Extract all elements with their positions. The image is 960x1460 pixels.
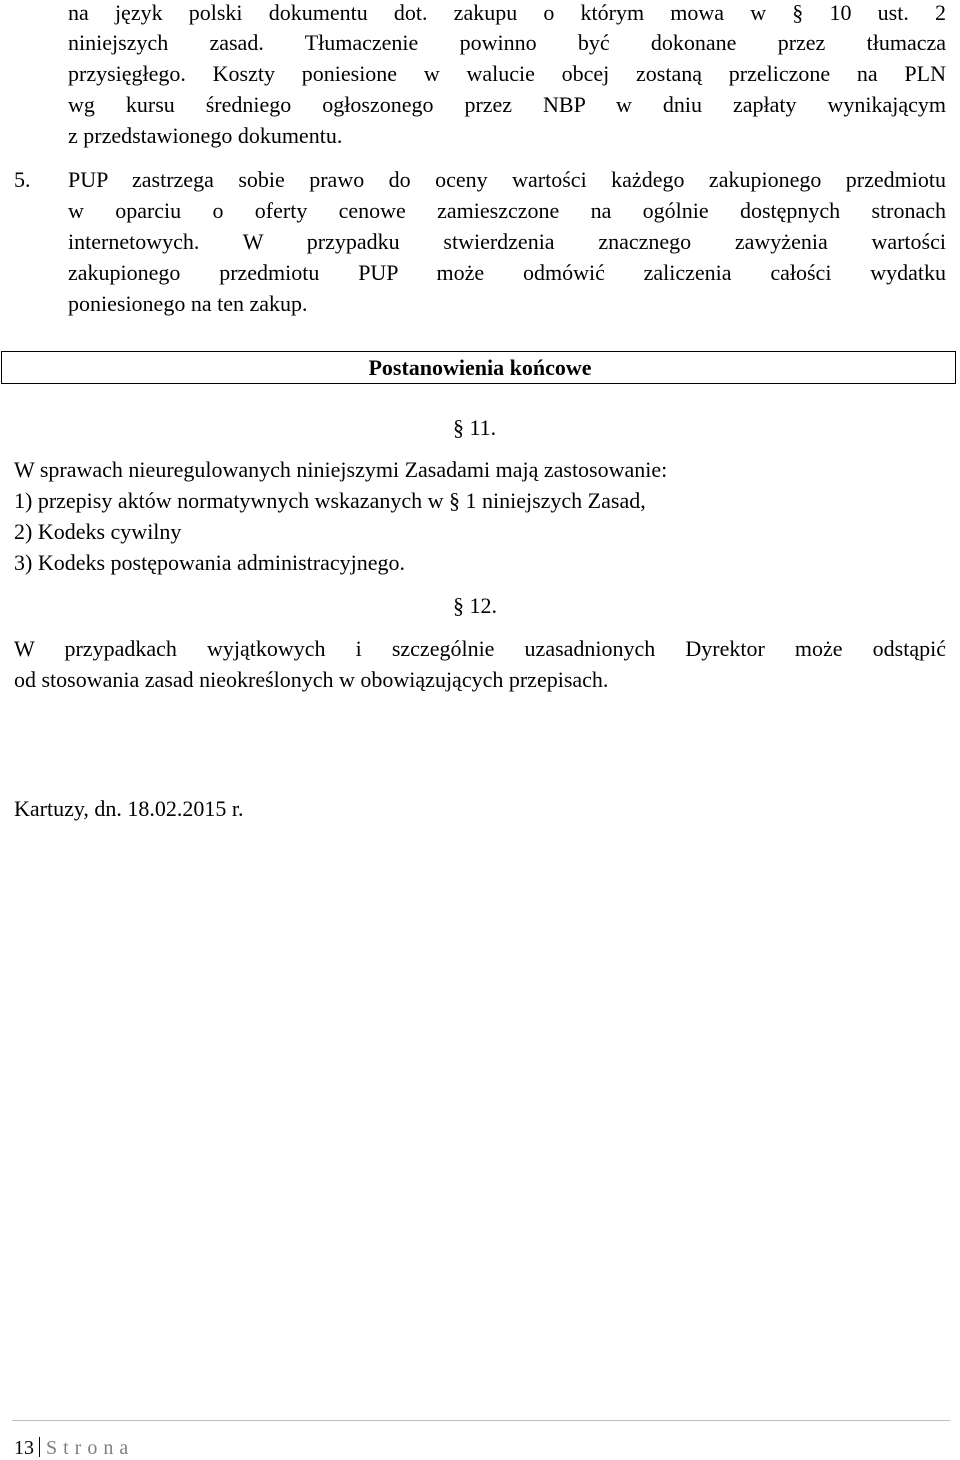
paragraph-label: § 12.: [453, 593, 497, 618]
paragraph-label: § 11.: [453, 415, 497, 440]
paragraph-line: wg kursu średniego ogłoszonego przez NBP w dniu zapłaty wynikającym: [68, 92, 946, 117]
paragraph-line: W przypadkach wyjątkowych i szczególnie uzasadnionych Dyrektor może odstąpić: [14, 636, 946, 661]
paragraph-line: internetowych. W przypadku stwierdzenia znacznego zawyżenia wartości: [68, 229, 946, 254]
paragraph-line: z przedstawionego dokumentu.: [68, 123, 343, 148]
page-footer: [14, 1436, 134, 1460]
paragraph-line: zakupionego przedmiotu PUP może odmówić zaliczenia całości wydatku: [68, 260, 946, 285]
paragraph-intro: W sprawach nieuregulowanych niniejszymi Zasadami mają zastosowanie:: [14, 457, 668, 482]
paragraph-line: poniesionego na ten zakup.: [68, 291, 308, 316]
section-title: Postanowienia końcowe: [368, 355, 592, 380]
footer-separator: [39, 1437, 40, 1457]
list-item: 1) przepisy aktów normatywnych wskazanych w § 1 niniejszych Zasad,: [14, 488, 646, 513]
paragraph-line: w oparciu o oferty cenowe zamieszczone na ogólnie dostępnych stronach: [68, 198, 946, 223]
paragraph-line: na język polski dokumentu dot. zakupu o którym mowa w § 10 ust. 2: [68, 0, 946, 25]
paragraph-line: od stosowania zasad nieokreślonych w obowiązujących przepisach.: [14, 667, 609, 692]
list-item: 3) Kodeks postępowania administracyjnego.: [14, 550, 406, 575]
paragraph-line: niniejszych zasad. Tłumaczenie powinno być dokonane przez tłumacza: [68, 30, 946, 55]
page-word: Strona: [46, 1437, 135, 1459]
paragraph-line: PUP zastrzega sobie prawo do oceny wartości każdego zakupionego przedmiotu: [68, 167, 946, 192]
page-number: 13: [14, 1437, 34, 1459]
footer-divider: [12, 1420, 950, 1421]
point-number: 5.: [14, 167, 31, 192]
paragraph-line: przysięgłego. Koszty poniesione w walucie obcej zostaną przeliczone na PLN: [68, 61, 946, 86]
list-item: 2) Kodeks cywilny: [14, 519, 182, 544]
place-date: Kartuzy, dn. 18.02.2015 r.: [14, 796, 244, 821]
